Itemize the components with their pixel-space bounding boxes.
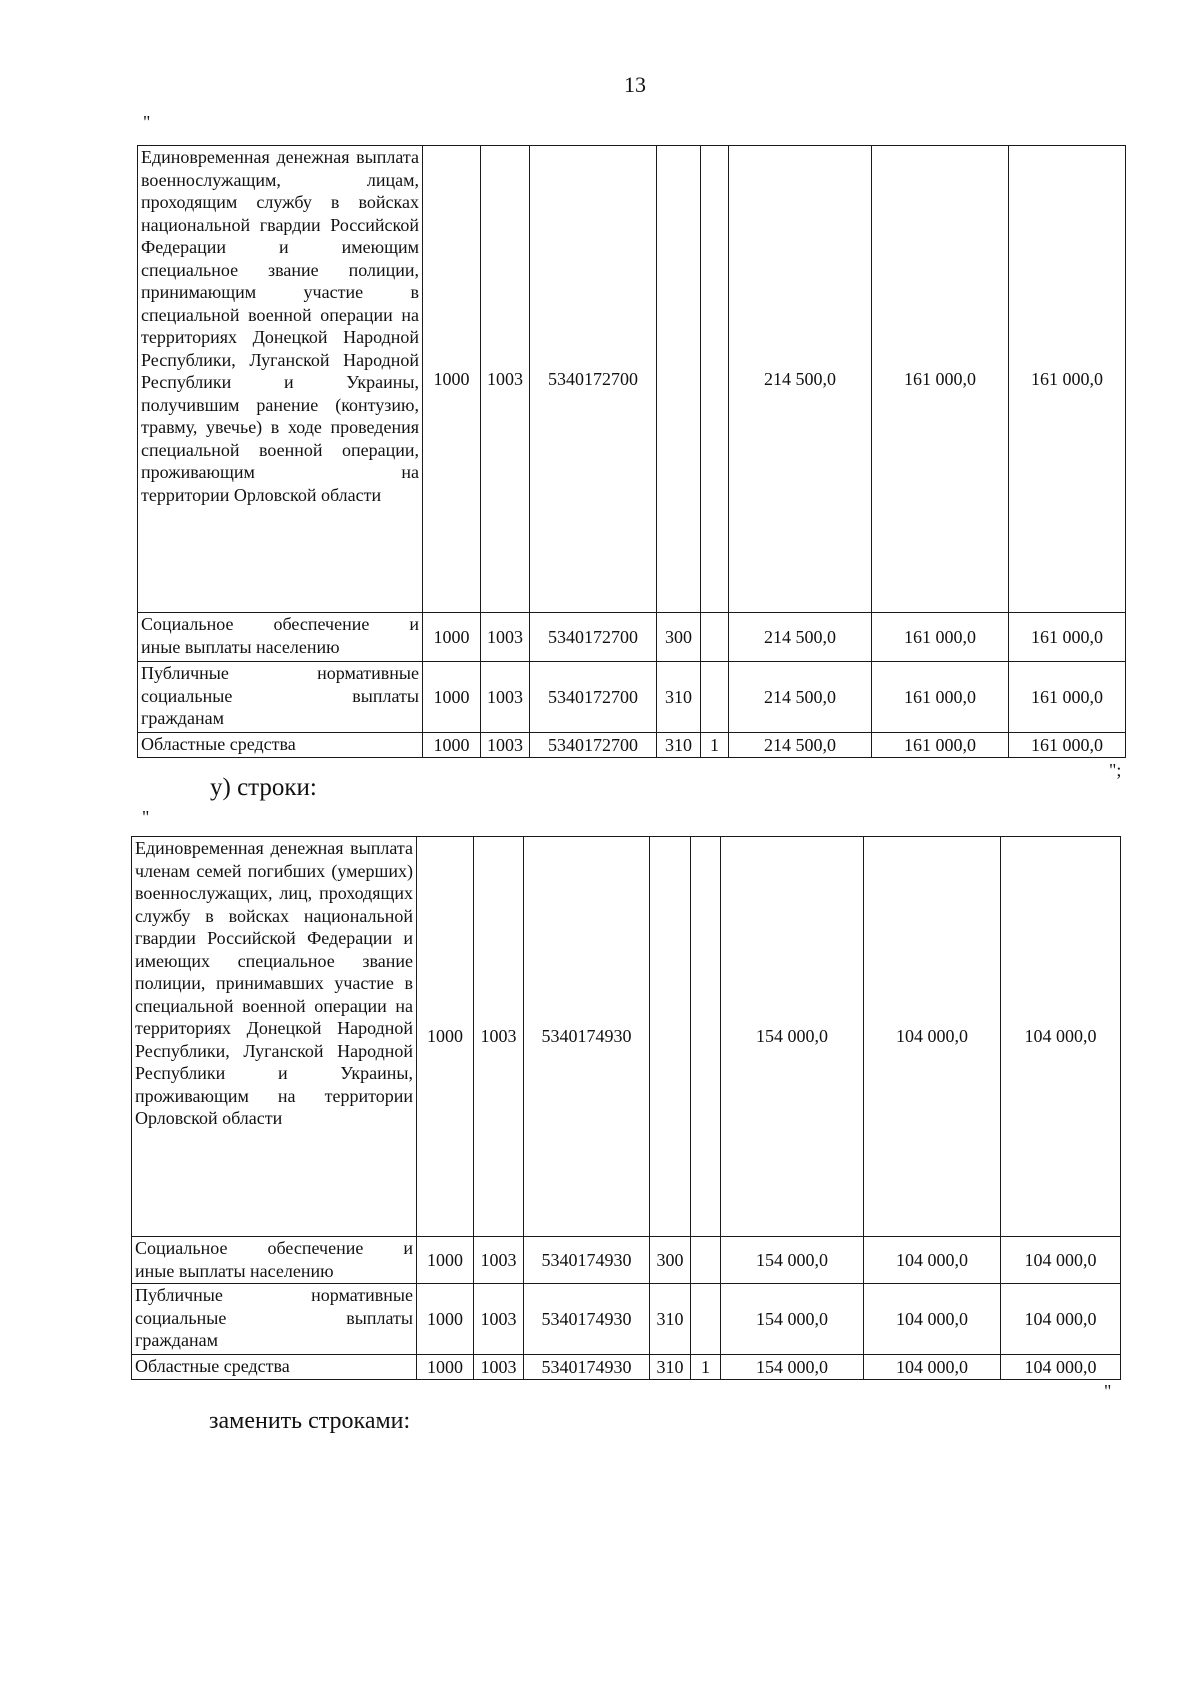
subitem-heading-y: у) строки:	[210, 774, 317, 801]
amount-year-2-cell: 104 000,0	[864, 1237, 1001, 1284]
budget-table-2	[131, 836, 1121, 1380]
amount-year-2-cell: 104 000,0	[864, 837, 1001, 1237]
subsection-code-cell: 1003	[474, 1284, 524, 1355]
amount-year-1-cell: 154 000,0	[721, 1355, 864, 1380]
section-code-cell: 1000	[423, 613, 481, 662]
amount-year-3-cell: 161 000,0	[1009, 613, 1126, 662]
funding-source-cell	[701, 613, 729, 662]
section-code-cell: 1000	[423, 733, 481, 758]
row-name-cell: Областные средства	[138, 733, 423, 758]
amount-year-3-cell: 104 000,0	[1001, 1355, 1121, 1380]
amount-year-1-cell: 154 000,0	[721, 1284, 864, 1355]
amount-year-2-cell: 104 000,0	[864, 1284, 1001, 1355]
expense-type-cell: 310	[650, 1284, 691, 1355]
section-code-cell: 1000	[417, 837, 474, 1237]
section-code-cell: 1000	[417, 1237, 474, 1284]
table-row	[132, 1355, 1121, 1380]
amount-year-2-cell: 161 000,0	[872, 146, 1009, 613]
funding-source-cell	[691, 837, 721, 1237]
amount-year-1-cell: 214 500,0	[729, 733, 872, 758]
row-name-cell: Социальное обеспечение и иные выплаты населению	[132, 1237, 417, 1284]
subsection-code-cell: 1003	[481, 662, 530, 733]
section-code-cell: 1000	[417, 1284, 474, 1355]
funding-source-cell	[701, 662, 729, 733]
target-article-cell: 5340172700	[530, 613, 657, 662]
closing-quote-mark: "	[1104, 1381, 1112, 1401]
target-article-cell: 5340174930	[524, 837, 650, 1237]
row-name-cell: Социальное обеспечение и иные выплаты населению	[138, 613, 423, 662]
opening-quote-mark: "	[143, 112, 151, 132]
section-code-cell: 1000	[423, 146, 481, 613]
row-name-cell: Публичные нормативные социальные выплаты гражданам	[138, 662, 423, 733]
amount-year-1-cell: 214 500,0	[729, 146, 872, 613]
funding-source-cell	[691, 1284, 721, 1355]
expense-type-cell: 300	[650, 1237, 691, 1284]
table-row	[132, 1237, 1121, 1284]
table-row	[138, 733, 1126, 758]
table-row	[138, 662, 1126, 733]
expense-type-cell	[657, 146, 701, 613]
target-article-cell: 5340174930	[524, 1237, 650, 1284]
target-article-cell: 5340174930	[524, 1284, 650, 1355]
subsection-code-cell: 1003	[474, 837, 524, 1237]
table-row	[138, 613, 1126, 662]
subsection-code-cell: 1003	[481, 146, 530, 613]
funding-source-cell	[701, 146, 729, 613]
expense-type-cell: 300	[657, 613, 701, 662]
amount-year-1-cell: 214 500,0	[729, 662, 872, 733]
subsection-code-cell: 1003	[481, 613, 530, 662]
expense-type-cell: 310	[657, 662, 701, 733]
table-row	[138, 146, 1126, 613]
replace-with-heading: заменить строками:	[209, 1408, 411, 1434]
amount-year-3-cell: 104 000,0	[1001, 1284, 1121, 1355]
amount-year-2-cell: 161 000,0	[872, 662, 1009, 733]
expense-type-cell: 310	[650, 1355, 691, 1380]
amount-year-1-cell: 154 000,0	[721, 1237, 864, 1284]
amount-year-1-cell: 214 500,0	[729, 613, 872, 662]
amount-year-2-cell: 104 000,0	[864, 1355, 1001, 1380]
page-number: 13	[624, 72, 646, 97]
expense-type-cell	[650, 837, 691, 1237]
target-article-cell: 5340174930	[524, 1355, 650, 1380]
table-row	[132, 837, 1121, 1237]
row-name-cell: Публичные нормативные социальные выплаты гражданам	[132, 1284, 417, 1355]
closing-quote-semicolon: ";	[1109, 760, 1122, 780]
amount-year-2-cell: 161 000,0	[872, 613, 1009, 662]
target-article-cell: 5340172700	[530, 662, 657, 733]
amount-year-2-cell: 161 000,0	[872, 733, 1009, 758]
target-article-cell: 5340172700	[530, 146, 657, 613]
amount-year-3-cell: 104 000,0	[1001, 1237, 1121, 1284]
subsection-code-cell: 1003	[481, 733, 530, 758]
funding-source-cell: 1	[701, 733, 729, 758]
row-name-cell: Единовременная денежная выплата членам семей погибших (умерших) военнослужащих, лиц, проходящих службу в войсках национальной гвардии Российской Федерации и имеющих специальное звание полиции, принимавших участие в специальной военной операции на территориях Донецкой Народной Республики, Луганской Народной Республики и Украины, проживающим на территории Орловской области	[132, 837, 417, 1237]
opening-quote-mark: "	[142, 807, 150, 827]
section-code-cell: 1000	[417, 1355, 474, 1380]
row-name-cell: Единовременная денежная выплата военнослужащим, лицам, проходящим службу в войсках национальной гвардии Российской Федерации и имеющим специальное звание полиции, принимающим участие в специальной военной операции на территориях Донецкой Народной Республики, Луганской Народной Республики и Украины, получившим ранение (контузию, травму, увечье) в ходе проведения специальной военной операции, проживающим на территории Орловской области	[138, 146, 423, 613]
table-row	[132, 1284, 1121, 1355]
funding-source-cell: 1	[691, 1355, 721, 1380]
expense-type-cell: 310	[657, 733, 701, 758]
amount-year-3-cell: 161 000,0	[1009, 662, 1126, 733]
amount-year-1-cell: 154 000,0	[721, 837, 864, 1237]
funding-source-cell	[691, 1237, 721, 1284]
amount-year-3-cell: 104 000,0	[1001, 837, 1121, 1237]
section-code-cell: 1000	[423, 662, 481, 733]
amount-year-3-cell: 161 000,0	[1009, 733, 1126, 758]
row-name-cell: Областные средства	[132, 1355, 417, 1380]
subsection-code-cell: 1003	[474, 1237, 524, 1284]
subsection-code-cell: 1003	[474, 1355, 524, 1380]
budget-table-1	[137, 145, 1126, 758]
amount-year-3-cell: 161 000,0	[1009, 146, 1126, 613]
target-article-cell: 5340172700	[530, 733, 657, 758]
